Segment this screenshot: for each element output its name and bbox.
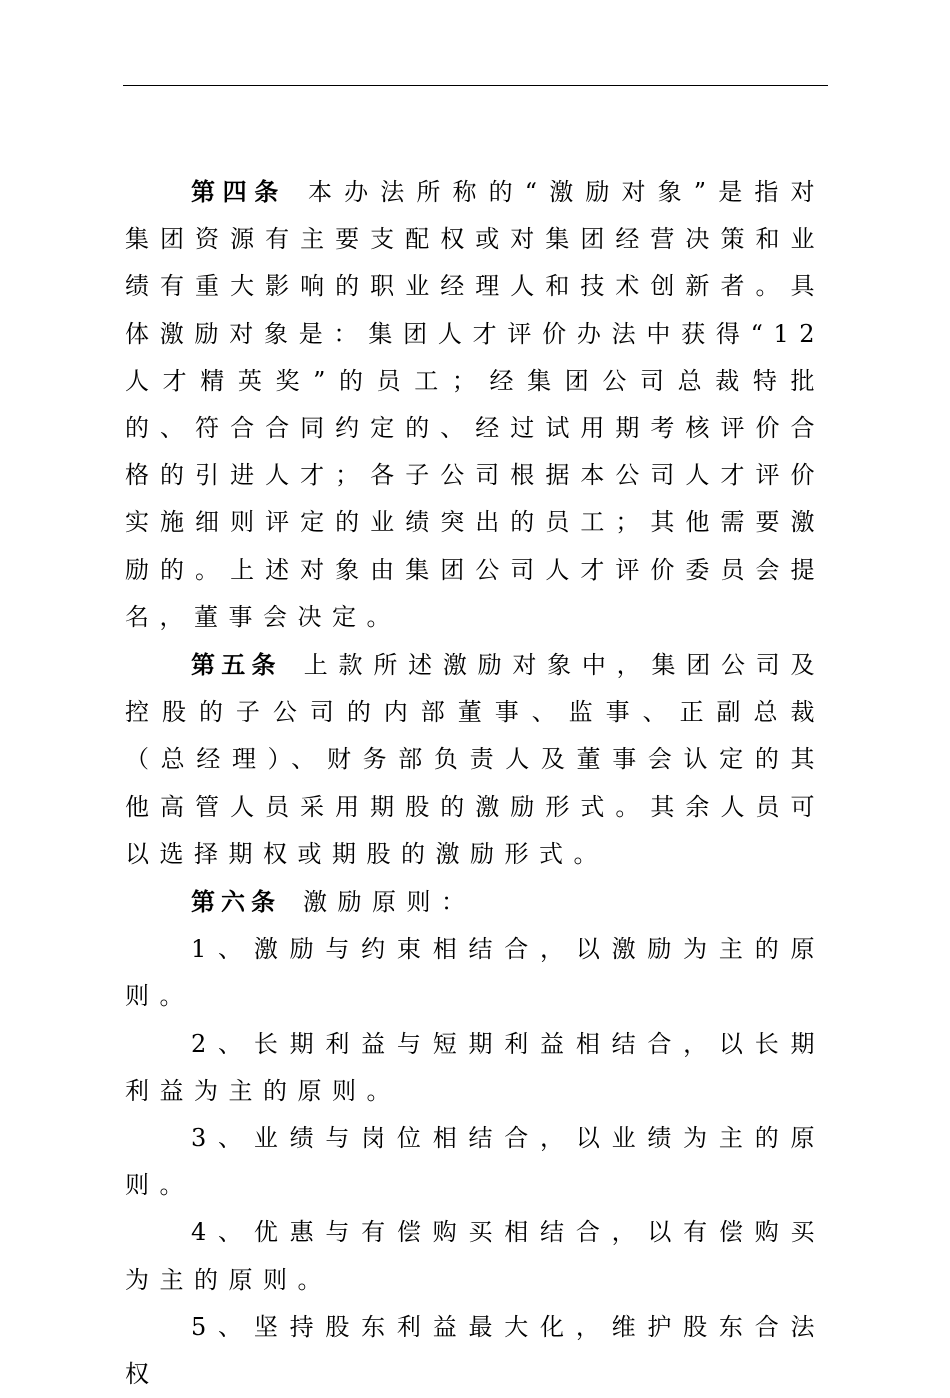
document-body — [125, 168, 825, 1398]
header-rule — [123, 85, 828, 86]
article-4-text: 本办法所称的“激励对象”是指对集团资源有主要支配权或对集团经营决策和业绩有重大影响的职业经理人和技术创新者。具体激励对象是：集团人才评价办法中获得“12人才精英奖”的员工；经集团公司总裁特批的、符合合同约定的、经过试用期考核评价合格的引进人才；各子公司根据本公司人才评价实施细则评定的业绩突出的员工；其他需要激励的。上述对象由集团公司人才评价委员会提名，董事会决定。 — [125, 178, 825, 631]
principle-1: 1、激励与约束相结合，以激励为主的原则。 — [125, 935, 825, 1011]
principle-4: 4、优惠与有偿购买相结合，以有偿购买为主的原则。 — [125, 1218, 825, 1294]
article-6 — [125, 878, 825, 926]
article-4-label: 第四条 — [191, 177, 286, 206]
article-6-label: 第六条 — [191, 887, 281, 917]
principle-2: 2、长期利益与短期利益相结合，以长期利益为主的原则。 — [125, 1029, 825, 1105]
article-4 — [125, 168, 825, 641]
article-5-label: 第五条 — [191, 650, 282, 680]
principle-3: 3、业绩与岗位相结合，以业绩为主的原则。 — [125, 1124, 825, 1200]
article-6-text: 激励原则： — [303, 888, 476, 917]
article-5-text: 上款所述激励对象中，集团公司及控股的子公司的内部董事、监事、正副总裁（总经理）、财务部负责人及董事会认定的其他高管人员采用期股的激励形式。其余人员可以选择期权或期股的激励形式。 — [125, 651, 826, 868]
principle-5: 5、坚持股东利益最大化，维护股东合法权 — [125, 1312, 825, 1389]
article-5 — [125, 641, 825, 878]
